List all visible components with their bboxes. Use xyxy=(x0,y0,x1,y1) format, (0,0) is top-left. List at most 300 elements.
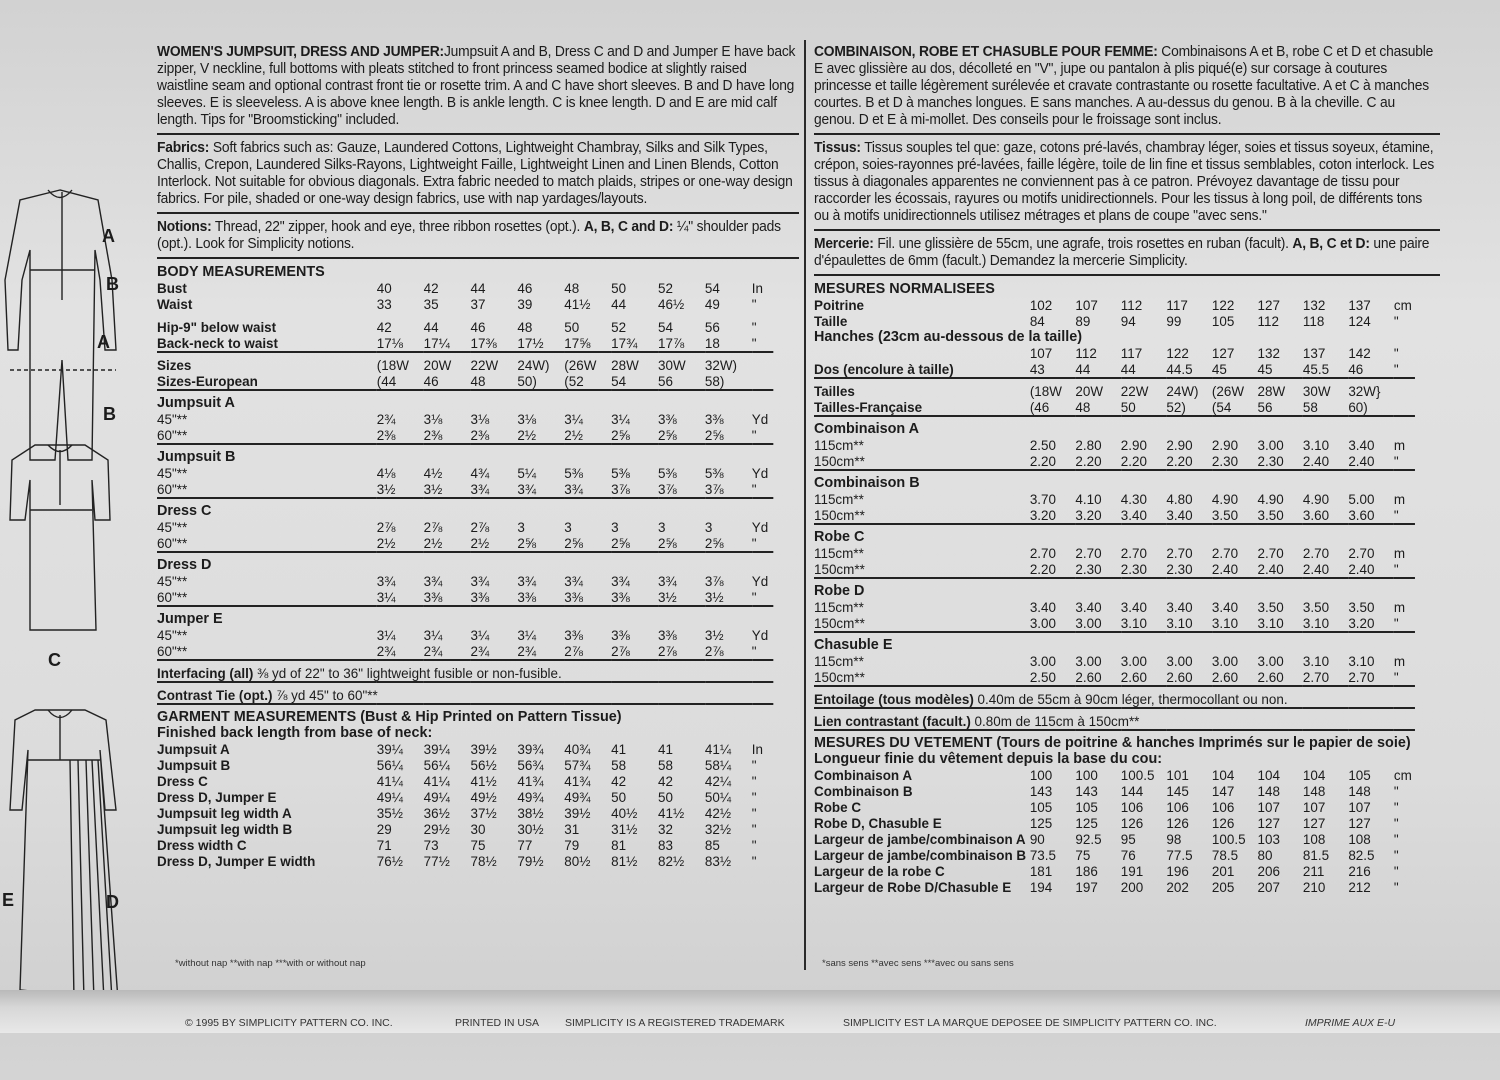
row-value: 54 xyxy=(611,373,627,389)
row-value: 30W xyxy=(658,357,686,373)
measure-row xyxy=(814,561,1415,578)
row-value: 32W) xyxy=(704,357,738,373)
row-unit: In xyxy=(751,280,763,296)
row-value: 49 xyxy=(704,296,720,312)
row-value: 18 xyxy=(704,335,720,351)
row-label: 115cm** xyxy=(814,491,864,507)
row-value: 94 xyxy=(1120,313,1136,329)
row-unit: " xyxy=(751,589,757,605)
row-value: 4.10 xyxy=(1075,491,1102,507)
row-value: 3¼ xyxy=(423,627,443,643)
measure-row xyxy=(157,519,773,535)
row-value: 212 xyxy=(1348,879,1371,895)
view-title: Jumpsuit A xyxy=(157,394,235,411)
row-label: 60"** xyxy=(157,535,188,551)
measure-row xyxy=(814,399,1415,416)
row-value: 85 xyxy=(704,837,720,853)
row-label: Jumpsuit A xyxy=(157,741,230,757)
row-value: 3¾ xyxy=(376,573,396,589)
row-value: 2½ xyxy=(423,535,443,551)
row-value: 3.50 xyxy=(1348,599,1375,615)
row-value: 45 xyxy=(1257,361,1273,377)
row-value: 3.40 xyxy=(1120,507,1147,523)
row-value: 81.5 xyxy=(1302,847,1330,863)
row-value: 2.20 xyxy=(1075,453,1102,469)
row-value: 77.5 xyxy=(1166,847,1193,863)
row-value: 57¾ xyxy=(564,757,591,773)
row-value: 3.00 xyxy=(1029,653,1056,669)
row-value: 56 xyxy=(704,319,720,335)
row-value: 79 xyxy=(564,837,580,853)
row-label: 60"** xyxy=(157,643,188,659)
row-value: 3⅛ xyxy=(517,411,537,427)
measure-row xyxy=(157,357,773,373)
row-label: Jumpsuit leg width B xyxy=(157,821,293,837)
measure-row xyxy=(814,313,1415,329)
row-value: 3¼ xyxy=(470,627,490,643)
view-title: Combinaison A xyxy=(814,420,920,437)
measure-row xyxy=(157,573,773,589)
row-value: 2½ xyxy=(376,535,396,551)
row-value: 3.10 xyxy=(1302,437,1330,453)
row-value: 82½ xyxy=(658,853,685,869)
yardage-table xyxy=(157,264,773,869)
row-value: 2.70 xyxy=(1075,545,1102,561)
row-value: 2¾ xyxy=(376,643,396,659)
row-label: 115cm** xyxy=(814,653,864,669)
row-value: 3⅜ xyxy=(658,627,677,643)
measure-row xyxy=(814,361,1415,378)
measure-row xyxy=(157,773,773,789)
measure-row xyxy=(814,453,1415,470)
row-value: 147 xyxy=(1211,783,1235,799)
row-value: 2⅝ xyxy=(658,535,677,551)
measure-row xyxy=(814,669,1415,686)
row-value: 126 xyxy=(1166,815,1189,831)
row-value: 2.50 xyxy=(1029,669,1056,685)
measure-row xyxy=(157,627,773,643)
row-value: 143 xyxy=(1029,783,1053,799)
row-value: 112 xyxy=(1257,313,1279,329)
measure-row xyxy=(157,319,773,335)
measure-row xyxy=(157,757,773,773)
row-value: 17⅜ xyxy=(470,335,497,351)
row-unit: " xyxy=(751,535,757,551)
measure-row xyxy=(157,741,773,757)
row-unit: Yd xyxy=(751,519,769,535)
row-value: 122 xyxy=(1211,297,1235,313)
row-value: 124 xyxy=(1348,313,1371,329)
row-value: 48 xyxy=(517,319,533,335)
row-value: 186 xyxy=(1075,863,1098,879)
row-label: Sizes xyxy=(157,357,192,373)
row-value: 2⅞ xyxy=(658,643,677,659)
row-unit: " xyxy=(1393,815,1399,831)
row-label xyxy=(814,345,1030,361)
row-label: Jumpsuit B xyxy=(157,757,231,773)
row-value: 117 xyxy=(1166,297,1188,313)
row-unit: m xyxy=(1393,599,1406,615)
row-value: 148 xyxy=(1302,783,1326,799)
row-unit xyxy=(752,373,774,390)
row-value: 105 xyxy=(1029,799,1053,815)
measure-row xyxy=(814,615,1415,632)
row-unit: " xyxy=(751,757,757,773)
measure-row xyxy=(157,373,773,390)
row-value: 3.10 xyxy=(1257,615,1284,631)
row-value: 3¾ xyxy=(517,481,537,497)
row-value: 2.70 xyxy=(1166,545,1193,561)
row-value: 22W xyxy=(1120,383,1149,399)
row-value: 200 xyxy=(1120,879,1144,895)
row-value: (26W xyxy=(1211,383,1245,399)
view-title: Robe C xyxy=(814,528,865,545)
row-label: 150cm** xyxy=(814,561,865,577)
row-value: 3¾ xyxy=(564,573,583,589)
row-value: 50 xyxy=(564,319,580,335)
measure-row xyxy=(157,296,773,312)
view-label-e: E xyxy=(2,890,15,910)
row-unit: " xyxy=(1393,799,1399,815)
row-value: 50¼ xyxy=(704,789,732,805)
row-unit: " xyxy=(751,789,757,805)
row-value: 5⅜ xyxy=(704,465,724,481)
row-value: 2⅝ xyxy=(658,427,677,443)
row-value: 38½ xyxy=(517,805,544,821)
row-value: 4.90 xyxy=(1302,491,1330,507)
row-value: 106 xyxy=(1166,799,1189,815)
row-value: 2⅞ xyxy=(470,519,490,535)
row-value: 100.5 xyxy=(1120,767,1155,783)
row-value: 107 xyxy=(1075,297,1098,313)
row-label: 115cm** xyxy=(814,545,864,561)
row-value: 3.10 xyxy=(1120,615,1147,631)
row-value: 3¾ xyxy=(517,573,537,589)
row-label: Dos (encolure à taille) xyxy=(814,361,954,377)
row-unit xyxy=(752,357,774,373)
row-value: 42 xyxy=(658,773,673,789)
row-value: 24W) xyxy=(517,357,550,373)
row-value: 56 xyxy=(1257,399,1273,415)
row-label: 45"** xyxy=(157,627,188,643)
row-unit: Yd xyxy=(751,411,769,427)
measure-row xyxy=(814,815,1415,831)
row-unit: " xyxy=(1393,669,1399,685)
row-value: 78½ xyxy=(470,853,497,869)
row-value: 118 xyxy=(1302,313,1325,329)
row-value: 2.70 xyxy=(1348,669,1375,685)
row-label: 45"** xyxy=(157,573,188,589)
row-value: 44 xyxy=(470,280,486,296)
row-value: 81 xyxy=(611,837,627,853)
row-unit: " xyxy=(1393,453,1399,469)
row-value: 49½ xyxy=(470,789,497,805)
row-value: 4⅛ xyxy=(376,465,396,481)
row-value: 56½ xyxy=(470,757,497,773)
row-value: 106 xyxy=(1211,799,1235,815)
row-value: 50 xyxy=(611,789,627,805)
row-value: 79½ xyxy=(517,853,544,869)
view-title: Dress C xyxy=(157,502,212,519)
garment-sketches xyxy=(0,160,150,1080)
row-value: 196 xyxy=(1166,863,1189,879)
row-value: 41½ xyxy=(564,296,591,312)
copyright: © 1995 BY SIMPLICITY PATTERN CO. INC. xyxy=(185,1017,393,1029)
row-value: 3.00 xyxy=(1211,653,1239,669)
view-label-d: D xyxy=(106,892,119,912)
row-label: 150cm** xyxy=(814,669,865,685)
row-value: 3.40 xyxy=(1120,599,1147,615)
row-value: (44 xyxy=(376,373,397,389)
row-value: 2.70 xyxy=(1257,545,1284,561)
row-value: 107 xyxy=(1302,799,1326,815)
row-value: 84 xyxy=(1029,313,1045,329)
row-value: 112 xyxy=(1120,297,1143,313)
row-value: 31 xyxy=(564,821,580,837)
row-value: 98 xyxy=(1166,831,1182,847)
row-value: 112 xyxy=(1075,345,1097,361)
measure-row xyxy=(814,879,1415,895)
row-value: 143 xyxy=(1075,783,1098,799)
row-value: 106 xyxy=(1120,799,1144,815)
row-value: 211 xyxy=(1302,863,1325,879)
row-value: 41¾ xyxy=(564,773,591,789)
row-value: 201 xyxy=(1211,863,1235,879)
row-value: 41¾ xyxy=(517,773,544,789)
row-value: 3⅛ xyxy=(470,411,490,427)
view-title: Dress D xyxy=(157,556,212,573)
row-value: 76 xyxy=(1120,847,1136,863)
row-value: 3⅞ xyxy=(704,481,724,497)
row-value: 3.00 xyxy=(1257,437,1284,453)
row-value: 125 xyxy=(1075,815,1098,831)
row-value: 58) xyxy=(704,373,725,389)
row-value: 2⅞ xyxy=(423,519,443,535)
row-value: 35 xyxy=(423,296,439,312)
row-value: 3.40 xyxy=(1211,599,1239,615)
row-value: 58 xyxy=(1302,399,1318,415)
row-label: Hip-9" below waist xyxy=(157,319,277,335)
row-value: 4.90 xyxy=(1257,491,1284,507)
row-unit: Yd xyxy=(751,465,769,481)
measure-row xyxy=(814,863,1415,879)
row-value: 2.80 xyxy=(1075,437,1102,453)
row-label: Largeur de jambe/combinaison B xyxy=(814,847,1027,863)
row-value: 73 xyxy=(423,837,439,853)
marque-deposee: SIMPLICITY EST LA MARQUE DEPOSEE DE SIMPLICITY PATTERN CO. INC. xyxy=(843,1017,1217,1029)
row-value: 3.60 xyxy=(1348,507,1375,523)
row-value: 2⅞ xyxy=(704,643,724,659)
row-value: 41¼ xyxy=(704,741,732,757)
row-value: 4¾ xyxy=(470,465,490,481)
row-label: Dress D, Jumper E xyxy=(157,789,277,805)
row-value: 80 xyxy=(1257,847,1273,863)
row-value: 2⅝ xyxy=(517,535,537,551)
row-unit: In xyxy=(751,741,763,757)
row-value: 3¾ xyxy=(611,573,630,589)
row-value: 142 xyxy=(1348,345,1371,361)
nap-notes-fr: *sans sens **avec sens ***avec ou sans sens xyxy=(822,958,1014,969)
row-value: (54 xyxy=(1211,399,1232,415)
row-value: 73.5 xyxy=(1029,847,1056,863)
row-value: 3.60 xyxy=(1302,507,1330,523)
row-value: 46 xyxy=(517,280,533,296)
row-label: 150cm** xyxy=(814,507,865,523)
row-value: 127 xyxy=(1257,815,1280,831)
row-value: 42¼ xyxy=(704,773,732,789)
row-value: 17⅝ xyxy=(564,335,591,351)
row-unit: " xyxy=(751,427,757,443)
row-value: 35½ xyxy=(376,805,403,821)
row-value: 2⅜ xyxy=(376,427,396,443)
row-value: 2⅜ xyxy=(470,427,490,443)
row-value: 17½ xyxy=(517,335,544,351)
row-value: 137 xyxy=(1348,297,1371,313)
row-value: 3.00 xyxy=(1075,615,1102,631)
row-value: 3.20 xyxy=(1075,507,1102,523)
row-value: 56¼ xyxy=(376,757,403,773)
row-unit: m xyxy=(1393,491,1406,507)
row-unit: " xyxy=(751,805,757,821)
row-unit: " xyxy=(1393,313,1399,329)
row-value: 2.60 xyxy=(1166,669,1193,685)
row-value: 41¼ xyxy=(423,773,450,789)
row-value: (18W xyxy=(376,357,409,373)
row-value: 42 xyxy=(611,773,627,789)
row-value: 2.70 xyxy=(1348,545,1375,561)
row-unit: m xyxy=(1393,437,1406,453)
row-value: 76½ xyxy=(376,853,403,869)
view-title: Robe D xyxy=(814,582,865,599)
view-title: Jumper E xyxy=(157,610,223,627)
row-value: 52 xyxy=(611,319,627,335)
row-value: 50 xyxy=(611,280,627,296)
row-value: 58¼ xyxy=(704,757,732,773)
row-unit xyxy=(1394,383,1415,399)
row-unit: " xyxy=(751,643,757,659)
row-value: 127 xyxy=(1211,345,1235,361)
measure-row xyxy=(814,767,1415,783)
view-label-a2: A xyxy=(97,332,110,352)
row-value: 2.30 xyxy=(1120,561,1147,577)
row-value: 83½ xyxy=(704,853,732,869)
row-label: 60"** xyxy=(157,589,188,605)
row-value: 3⅜ xyxy=(658,411,677,427)
measure-row xyxy=(157,643,773,660)
row-value: 3.20 xyxy=(1029,507,1056,523)
row-value: 101 xyxy=(1166,767,1189,783)
row-value: 4.80 xyxy=(1166,491,1193,507)
row-label: 115cm** xyxy=(814,437,864,453)
row-value: 102 xyxy=(1029,297,1053,313)
row-value: 3.10 xyxy=(1302,653,1330,669)
view-title: Chasuble E xyxy=(814,636,893,653)
row-value: 2.60 xyxy=(1075,669,1102,685)
row-value: 3¾ xyxy=(470,573,490,589)
row-unit: " xyxy=(1393,361,1399,377)
row-value: 2½ xyxy=(517,427,537,443)
row-label: 45"** xyxy=(157,411,188,427)
row-value: 77½ xyxy=(423,853,450,869)
row-value: 2.60 xyxy=(1257,669,1284,685)
row-value: 2.40 xyxy=(1348,561,1375,577)
row-value: 181 xyxy=(1029,863,1053,879)
measure-row xyxy=(814,799,1415,815)
row-value: 2.30 xyxy=(1166,561,1193,577)
measure-row xyxy=(157,280,773,296)
row-value: 3½ xyxy=(658,589,677,605)
row-value: 3¼ xyxy=(376,627,396,643)
row-value: 49¾ xyxy=(564,789,591,805)
row-value: 48 xyxy=(1075,399,1091,415)
row-value: 56¼ xyxy=(423,757,450,773)
row-value: 52) xyxy=(1166,399,1186,415)
row-value: 56¾ xyxy=(517,757,544,773)
description-fr: COMBINAISON, ROBE ET CHASUBLE POUR FEMME: Combinaisons A et B, robe C et D et chasuble E avec glissière au dos, décolleté en "V", jupe ou pantalon à plis piqué(e) sur corsage à coutures princesse et taille légèrement surélevée et cravate contrastante ou rosette facultative. A et C à manches courtes. B et D à manches longues. E sans manches. A au-dessus du genou. B à la cheville. C au genou. D et E à mi-mollet. Des conseils pour le froissage sont inclus. xyxy=(814,44,1434,128)
row-value: 49¾ xyxy=(517,789,544,805)
row-value: 100 xyxy=(1029,767,1053,783)
row-unit: cm xyxy=(1393,767,1412,783)
english-column xyxy=(157,44,799,869)
row-label: 45"** xyxy=(157,465,188,481)
row-value: 2.40 xyxy=(1348,453,1375,469)
row-value: 3 xyxy=(564,519,572,535)
row-value: 108 xyxy=(1302,831,1326,847)
row-value: 20W xyxy=(1075,383,1104,399)
measure-row xyxy=(814,599,1415,615)
row-value: 2.30 xyxy=(1211,453,1239,469)
measure-row xyxy=(157,853,773,869)
row-unit: " xyxy=(751,821,757,837)
row-value: 30W xyxy=(1302,383,1331,399)
measure-row xyxy=(814,653,1415,669)
row-value: 2.90 xyxy=(1120,437,1147,453)
lien-row: Lien contrastant (facult.) 0.80m de 115cm à 150cm** xyxy=(814,713,1140,729)
row-value: 37 xyxy=(470,296,486,312)
row-value: 32½ xyxy=(704,821,732,837)
row-label: 45"** xyxy=(157,519,188,535)
row-label: Dress C xyxy=(157,773,208,789)
row-label: 150cm** xyxy=(814,615,865,631)
row-label: Combinaison B xyxy=(814,783,913,799)
row-value: 3½ xyxy=(423,481,443,497)
measure-row xyxy=(814,491,1415,507)
measure-row xyxy=(157,789,773,805)
row-value: 3 xyxy=(517,519,525,535)
row-value: 3.70 xyxy=(1029,491,1056,507)
row-value: 37½ xyxy=(470,805,497,821)
entoilage-row: Entoilage (tous modèles) 0.40m de 55cm à 90cm léger, thermocollant ou non. xyxy=(814,691,1288,707)
row-value: 3.40 xyxy=(1166,599,1193,615)
row-value: (26W xyxy=(564,357,597,373)
row-value: 29½ xyxy=(423,821,450,837)
row-value: 2.70 xyxy=(1120,545,1147,561)
row-value: 3.50 xyxy=(1302,599,1330,615)
column-divider xyxy=(804,40,806,970)
row-value: 45.5 xyxy=(1302,361,1330,377)
row-value: 31½ xyxy=(611,821,638,837)
row-value: 89 xyxy=(1075,313,1091,329)
row-value: 2.40 xyxy=(1257,561,1284,577)
row-value: 5⅜ xyxy=(658,465,677,481)
row-value: 41¼ xyxy=(376,773,403,789)
row-value: 52 xyxy=(658,280,673,296)
row-value: 5¼ xyxy=(517,465,537,481)
measure-row xyxy=(814,545,1415,561)
measure-row xyxy=(157,805,773,821)
row-value: 108 xyxy=(1348,831,1371,847)
row-label: Back-neck to waist xyxy=(157,335,279,351)
